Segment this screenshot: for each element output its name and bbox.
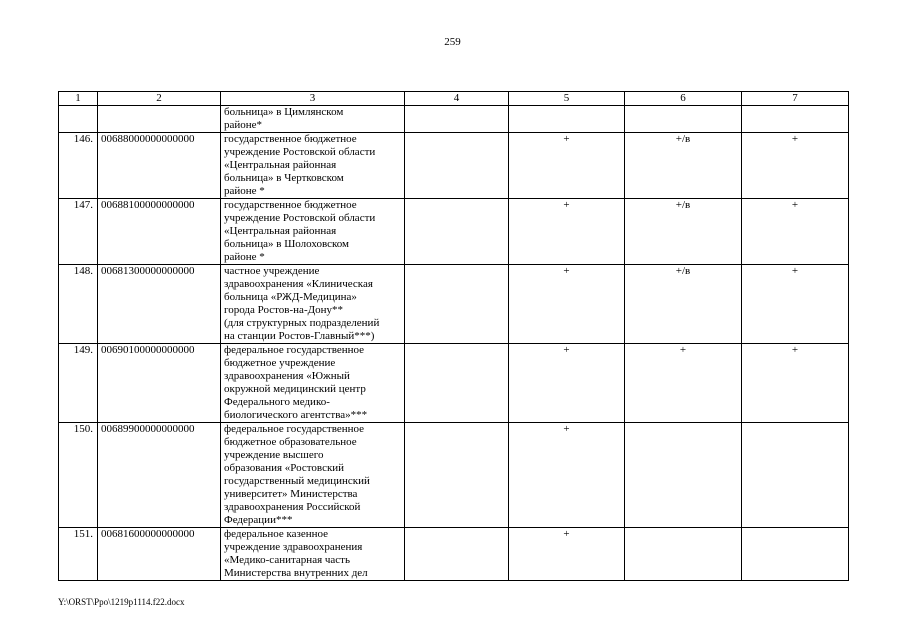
org-name <box>221 344 405 423</box>
header-cell-7: 7 <box>742 92 849 106</box>
row-number <box>59 106 98 133</box>
header-cell-5: 5 <box>509 92 625 106</box>
org-code <box>98 106 221 133</box>
table-body <box>59 92 849 581</box>
table-row <box>59 133 849 199</box>
org-code: 00690100000000000 <box>98 344 221 423</box>
col4-mark <box>405 423 509 528</box>
col4-mark <box>405 265 509 344</box>
row-number: 150. <box>59 423 98 528</box>
org-name <box>221 106 405 133</box>
org-code: 00689900000000000 <box>98 423 221 528</box>
org-name-line: «Центральная районная <box>224 225 337 237</box>
org-name <box>221 528 405 581</box>
org-code: 00688100000000000 <box>98 199 221 265</box>
org-name-line: федеральное государственное <box>224 423 365 435</box>
header-cell-1: 1 <box>59 92 98 106</box>
org-name <box>221 265 405 344</box>
org-name-line: здравоохранения Российской <box>224 501 361 513</box>
table-row <box>59 344 849 423</box>
row-number: 149. <box>59 344 98 423</box>
org-name-line: образования «Ростовский <box>224 462 345 474</box>
header-cell-4: 4 <box>405 92 509 106</box>
org-name-line: государственный медицинский <box>224 475 370 487</box>
services-table <box>58 91 849 581</box>
col5-mark: + <box>509 528 625 581</box>
org-name-line: районе* <box>224 119 263 131</box>
org-code: 00681600000000000 <box>98 528 221 581</box>
org-name <box>221 199 405 265</box>
org-name-line: учреждение Ростовской области <box>224 146 376 158</box>
org-name-line: Федерального медико- <box>224 396 330 408</box>
col6-mark: +/в <box>625 265 742 344</box>
org-name-line: федеральное казенное <box>224 528 329 540</box>
col6-mark <box>625 528 742 581</box>
org-name-line: Министерства внутренних дел <box>224 567 368 579</box>
col6-mark: +/в <box>625 199 742 265</box>
col7-mark <box>742 106 849 133</box>
col7-mark <box>742 423 849 528</box>
org-name-line: окружной медицинский центр <box>224 383 366 395</box>
org-name-line: «Центральная районная <box>224 159 337 171</box>
table-row <box>59 199 849 265</box>
org-name-line: учреждение высшего <box>224 449 324 461</box>
org-name <box>221 133 405 199</box>
col7-mark <box>742 528 849 581</box>
col4-mark <box>405 199 509 265</box>
table-row <box>59 423 849 528</box>
table-row <box>59 528 849 581</box>
org-name-line: здравоохранения «Южный <box>224 370 350 382</box>
org-name-line: (для структурных подразделений <box>224 317 380 329</box>
header-cell-3: 3 <box>221 92 405 106</box>
org-name-line: здравоохранения «Клиническая <box>224 278 373 290</box>
org-name-line: районе * <box>224 185 265 197</box>
org-name-line: районе * <box>224 251 265 263</box>
org-name-line: больница» в Цимлянском <box>224 106 344 118</box>
org-code: 00688000000000000 <box>98 133 221 199</box>
header-cell-6: 6 <box>625 92 742 106</box>
org-name-line: на станции Ростов-Главный***) <box>224 330 375 342</box>
col4-mark <box>405 528 509 581</box>
org-name-line: учреждение здравоохранения <box>224 541 363 553</box>
org-name-line: бюджетное образовательное <box>224 436 357 448</box>
col7-mark: + <box>742 133 849 199</box>
header-row <box>59 92 849 106</box>
org-name-line: Федерации*** <box>224 514 293 526</box>
col6-mark: + <box>625 344 742 423</box>
org-name <box>221 423 405 528</box>
col7-mark: + <box>742 265 849 344</box>
org-name-line: больница «РЖД-Медицина» <box>224 291 357 303</box>
col4-mark <box>405 133 509 199</box>
org-name-line: университет» Министерства <box>224 488 358 500</box>
row-number: 148. <box>59 265 98 344</box>
row-number: 151. <box>59 528 98 581</box>
org-name-line: государственное бюджетное <box>224 199 357 211</box>
row-number: 147. <box>59 199 98 265</box>
org-name-line: бюджетное учреждение <box>224 357 336 369</box>
col5-mark: + <box>509 199 625 265</box>
col6-mark: +/в <box>625 133 742 199</box>
org-code: 00681300000000000 <box>98 265 221 344</box>
col6-mark <box>625 423 742 528</box>
col4-mark <box>405 344 509 423</box>
org-name-line: города Ростов-на-Дону** <box>224 304 343 316</box>
org-name-line: федеральное государственное <box>224 344 365 356</box>
col5-mark: + <box>509 265 625 344</box>
page-number: 259 <box>444 36 461 48</box>
org-name-line: частное учреждение <box>224 265 320 277</box>
org-name-line: больница» в Шолоховском <box>224 238 349 250</box>
col5-mark: + <box>509 344 625 423</box>
col6-mark <box>625 106 742 133</box>
col7-mark: + <box>742 344 849 423</box>
org-name-line: учреждение Ростовской области <box>224 212 376 224</box>
col7-mark: + <box>742 199 849 265</box>
org-name-line: биологического агентства»*** <box>224 409 368 421</box>
col5-mark: + <box>509 423 625 528</box>
col5-mark: + <box>509 133 625 199</box>
table-row <box>59 265 849 344</box>
table-row <box>59 106 849 133</box>
col5-mark <box>509 106 625 133</box>
org-name-line: государственное бюджетное <box>224 133 357 145</box>
header-cell-2: 2 <box>98 92 221 106</box>
footer-file-path: Y:\ORST\Ppo\1219p1114.f22.docx <box>58 597 185 607</box>
org-name-line: больница» в Чертковском <box>224 172 344 184</box>
col4-mark <box>405 106 509 133</box>
org-name-line: «Медико-санитарная часть <box>224 554 351 566</box>
row-number: 146. <box>59 133 98 199</box>
